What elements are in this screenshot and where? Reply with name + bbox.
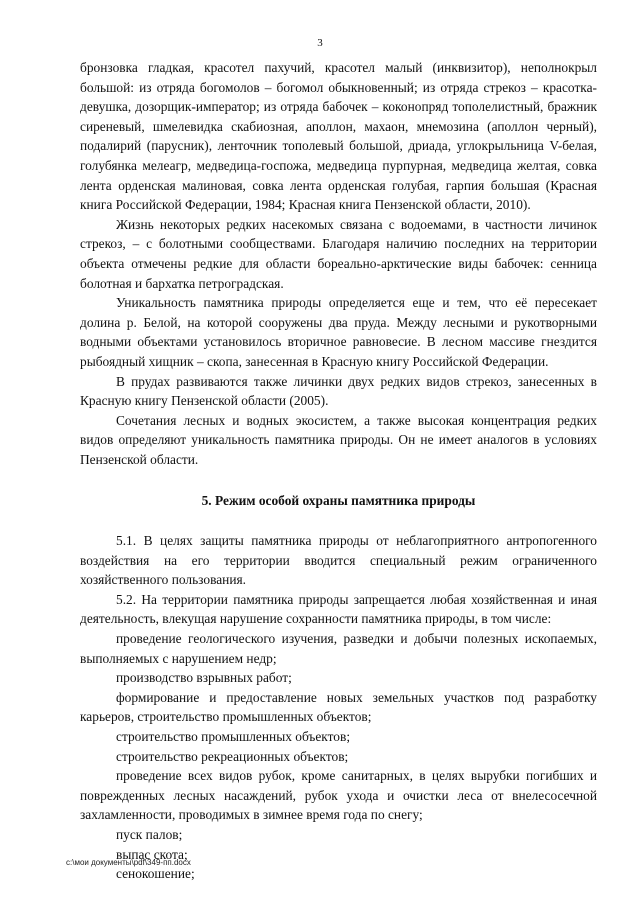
page-number: 3: [317, 37, 323, 49]
list-item: проведение геологического изучения, разведки и добычи полезных ископаемых, выполняемых с нарушением недр;: [80, 631, 597, 666]
section-paragraph: 5.2. На территории памятника природы запрещается любая хозяйственная и иная деятельность, влекущая нарушение сохранности памятника природы, в том числе:: [80, 591, 597, 627]
list-item: проведение всех видов рубок, кроме санитарных, в целях вырубки погибших и поврежденных лесных насаждений, рубок ухода и очистки леса от внелесосечной захламленности, проводимых в зимнее время года по снегу;: [80, 768, 597, 823]
paragraph: Уникальность памятника природы определяется еще и тем, что её пересекает долина р. Белой, на которой сооружены два пруда. Между лесными и рукотворными водными объектами установилось вторичное равновесие. В лесном массиве гнездится рыбоядный хищник – скопа, занесенная в Красную книгу Российской Федерации.: [80, 295, 597, 369]
list-item: выпас скота;: [116, 846, 188, 862]
section-heading: 5. Режим особой охраны памятника природы: [201, 493, 476, 509]
document-body: [80, 58, 597, 884]
list-item: строительство рекреационных объектов;: [116, 748, 349, 764]
list-item: производство взрывных работ;: [116, 670, 292, 686]
list-item: формирование и предоставление новых земельных участков под разработку карьеров, строительство промышленных объектов;: [80, 689, 597, 725]
paragraph: Сочетания лесных и водных экосистем, а также высокая концентрация редких видов определяют уникальность памятника природы. Он не имеет аналогов в условиях Пензенской области.: [80, 412, 597, 467]
paragraph-continuation: бронзовка гладкая, красотел пахучий, красотел малый (инквизитор), неполнокрыл большой: из отряда богомолов – богомол обыкновенный; из отряда стрекоз – красотка-девушка, дозорщик-император; из отряда бабочек – коконопряд тополелистный, бражник сиреневый, шмелевидка скабиозная, аполлон, махаон, мнемозина (аполлон черный), подалирий (парусник), ленточник тополевый большой, дриада, углокрыльница V-белая, голубянка мелеагр, медведица-госпожа, медведица пурпурная, медведица желтая, совка лента орденская малиновая, совка лента орденская голубая, гарпия большая (Красная книга Российской Федерации, 1984; Красная книга Пензенской области, 2010).: [80, 60, 597, 213]
paragraph: В прудах развиваются также личинки двух редких видов стрекоз, занесенных в Красную книгу Пензенской области (2005).: [80, 373, 597, 409]
list-item: сенокошение;: [116, 866, 195, 882]
paragraph: Жизнь некоторых редких насекомых связана с водоемами, в частности личинок стрекоз, – с болотными сообществами. Благодаря наличию последних на территории объекта отмечены редкие для области бореально-арктические виды бабочек: сенница болотная и бархатка петроградская.: [80, 216, 597, 291]
footer-file-path: c:\мои документы\pdf\349-пп.docx: [66, 858, 191, 867]
section-paragraph: 5.1. В целях защиты памятника природы от неблагоприятного антропогенного воздействия на его территории вводится специальный режим ограниченного хозяйственного пользования.: [80, 533, 597, 588]
list-item: пуск палов;: [116, 826, 183, 842]
list-item: строительство промышленных объектов;: [116, 729, 351, 744]
